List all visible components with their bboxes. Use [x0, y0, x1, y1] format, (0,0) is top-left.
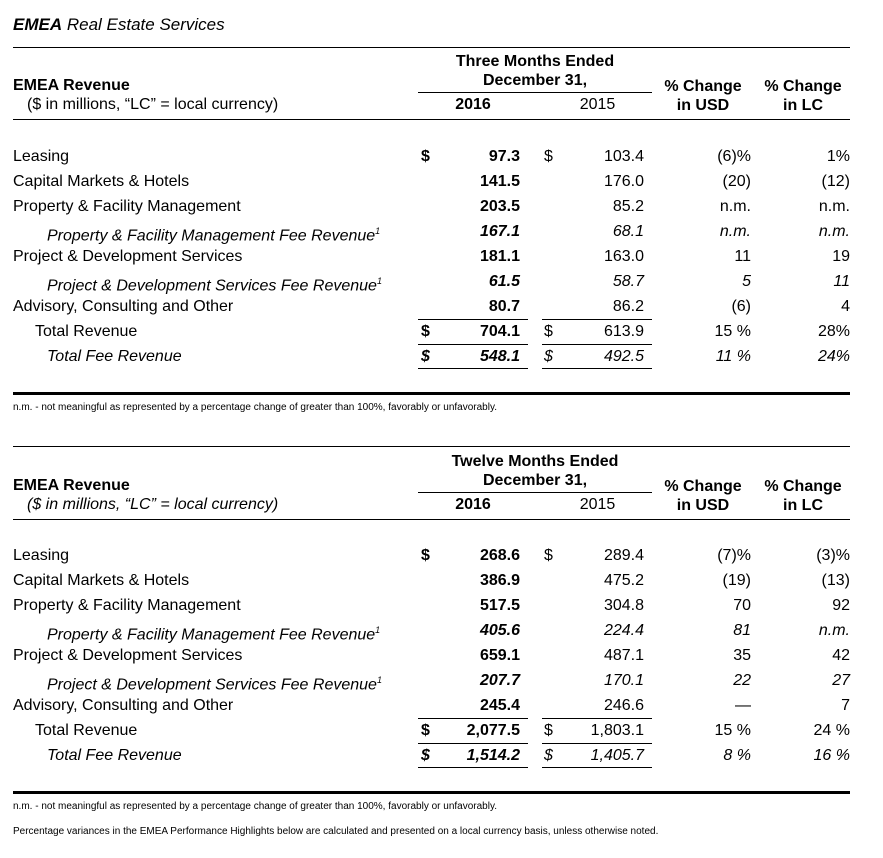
- value-current: 386.9: [479, 572, 520, 589]
- change-usd: n.m.: [719, 198, 751, 215]
- change-lc: 42: [832, 647, 850, 664]
- dollar-sign: $: [421, 547, 430, 564]
- value-prior: 58.7: [612, 273, 644, 290]
- change-lc: 27: [832, 672, 850, 689]
- value-prior: 224.4: [603, 622, 644, 639]
- dollar-sign: $: [421, 148, 430, 165]
- change-usd: 11 %: [715, 348, 751, 365]
- footnote-marker: 1: [375, 226, 381, 236]
- footnote-marker: 1: [376, 675, 382, 685]
- change-lc: 16 %: [813, 747, 850, 764]
- value-current: 167.1: [479, 223, 520, 240]
- table-bottom-rule: [13, 392, 850, 395]
- value-current: 517.5: [479, 597, 520, 614]
- change-usd-line-2: in USD: [676, 497, 730, 514]
- footnote-percentage-variances: Percentage variances in the EMEA Performance Highlights below are calculated and presented on a local currency basis, unless otherwise noted.: [13, 826, 659, 837]
- table-row: [13, 643, 850, 668]
- row-label-text: Property & Facility Management Fee Revenue: [47, 626, 376, 644]
- dollar-sign: $: [421, 323, 430, 340]
- table-top-rule: [13, 47, 850, 48]
- change-usd: n.m.: [719, 223, 751, 240]
- year-current-header: 2016: [455, 496, 491, 513]
- table-subtitle: ($ in millions, “LC” = local currency): [27, 496, 279, 513]
- row-label: Capital Markets & Hotels: [13, 572, 190, 589]
- row-label: Total Revenue: [35, 323, 138, 340]
- change-usd: 15 %: [714, 722, 751, 739]
- change-lc: n.m.: [818, 622, 850, 639]
- dollar-sign: $: [544, 323, 553, 340]
- table-row: [13, 144, 850, 169]
- value-current: 2,077.5: [466, 722, 520, 739]
- change-lc-header: [748, 77, 858, 115]
- change-lc: 92: [832, 597, 850, 614]
- table-row: [13, 269, 850, 294]
- change-usd-header: [648, 477, 758, 515]
- change-usd: 81: [733, 622, 751, 639]
- change-usd-header: [648, 77, 758, 115]
- change-usd: (20): [722, 173, 751, 190]
- value-prior: 176.0: [603, 173, 644, 190]
- value-prior: 170.1: [603, 672, 644, 689]
- table-row: [13, 543, 850, 568]
- table-row: [13, 169, 850, 194]
- value-current: 704.1: [479, 323, 520, 340]
- year-prior-header: 2015: [579, 96, 616, 113]
- change-usd-line-1: % Change: [664, 478, 742, 495]
- change-lc-line-2: in LC: [783, 97, 823, 114]
- dollar-sign: $: [544, 747, 553, 764]
- total-revenue-row: [13, 718, 850, 743]
- table-row: [13, 693, 850, 718]
- row-label: Capital Markets & Hotels: [13, 173, 190, 190]
- change-usd: 22: [733, 672, 751, 689]
- change-usd: (6)%: [717, 148, 751, 165]
- change-usd: (6): [731, 298, 751, 315]
- change-lc: n.m.: [818, 198, 850, 215]
- change-lc: 11: [833, 273, 850, 290]
- dollar-sign: $: [421, 747, 430, 764]
- value-current: 203.5: [479, 198, 520, 215]
- row-label: Leasing: [13, 547, 70, 564]
- row-label: Total Fee Revenue: [47, 747, 182, 764]
- change-usd: (7)%: [717, 547, 751, 564]
- change-lc: 24%: [817, 348, 850, 365]
- total-rule: [542, 767, 652, 768]
- value-prior: 1,405.7: [590, 747, 644, 764]
- value-current: 141.5: [479, 173, 520, 190]
- total-rule: [418, 368, 528, 369]
- value-current: 245.4: [479, 697, 520, 714]
- table-top-rule: [13, 446, 850, 447]
- value-prior: 304.8: [603, 597, 644, 614]
- period-line-1: Twelve Months Ended: [451, 453, 619, 470]
- row-label: Total Fee Revenue: [47, 348, 182, 365]
- value-current: 181.1: [479, 248, 520, 265]
- footnote-marker: 1: [375, 625, 381, 635]
- value-current: 268.6: [479, 547, 520, 564]
- document-title: [13, 15, 225, 35]
- change-lc: (12): [821, 173, 850, 190]
- footnote-nm: n.m. - not meaningful as represented by a percentage change of greater than 100%, favorably or unfavorably.: [13, 801, 497, 812]
- change-lc: (13): [821, 572, 850, 589]
- row-label-text: Project & Development Services Fee Revenue: [47, 676, 377, 694]
- total-revenue-row: [13, 319, 850, 344]
- row-label-text: Property & Facility Management Fee Revenue: [47, 227, 376, 245]
- row-label: Total Revenue: [35, 722, 138, 739]
- total-fee-revenue-row: [13, 743, 850, 768]
- change-usd: 5: [742, 273, 751, 290]
- change-usd: 11: [734, 248, 751, 265]
- value-current: 61.5: [488, 273, 520, 290]
- change-lc: 4: [841, 298, 850, 315]
- change-usd: —: [735, 697, 751, 714]
- document-title-bold: EMEA: [13, 15, 63, 34]
- change-lc: 24 %: [813, 722, 850, 739]
- change-lc: 19: [832, 248, 850, 265]
- change-lc-line-1: % Change: [764, 78, 842, 95]
- change-usd-line-1: % Change: [664, 78, 742, 95]
- table-row: [13, 244, 850, 269]
- value-current: 1,514.2: [466, 747, 520, 764]
- total-rule: [418, 767, 528, 768]
- period-line-2: December 31,: [482, 472, 588, 489]
- change-lc: 1%: [826, 148, 850, 165]
- year-prior-header: 2015: [579, 496, 616, 513]
- row-label: Leasing: [13, 148, 70, 165]
- change-usd: 70: [733, 597, 751, 614]
- row-label: Property & Facility Management: [13, 597, 241, 614]
- row-label: Advisory, Consulting and Other: [13, 697, 234, 714]
- value-prior: 613.9: [603, 323, 644, 340]
- dollar-sign: $: [421, 348, 430, 365]
- value-prior: 289.4: [603, 547, 644, 564]
- change-usd: 8 %: [723, 747, 751, 764]
- row-label-text: Project & Development Services Fee Revenue: [47, 277, 377, 295]
- change-usd-line-2: in USD: [676, 97, 730, 114]
- dollar-sign: $: [544, 547, 553, 564]
- year-current-header: 2016: [455, 96, 491, 113]
- value-prior: 246.6: [603, 697, 644, 714]
- value-current: 548.1: [479, 348, 520, 365]
- value-prior: 85.2: [612, 198, 644, 215]
- value-prior: 163.0: [603, 248, 644, 265]
- footnote-nm: n.m. - not meaningful as represented by a percentage change of greater than 100%, favorably or unfavorably.: [13, 402, 497, 413]
- value-current: 97.3: [488, 148, 520, 165]
- value-prior: 475.2: [603, 572, 644, 589]
- row-label: Property & Facility Management: [13, 198, 241, 215]
- change-lc-line-2: in LC: [783, 497, 823, 514]
- header-bottom-rule: [13, 119, 850, 120]
- dollar-sign: $: [544, 348, 553, 365]
- table-row: [13, 618, 850, 643]
- period-line-1: Three Months Ended: [455, 53, 615, 70]
- footnote-marker: 1: [376, 276, 382, 286]
- period-header: [418, 452, 652, 490]
- period-header: [418, 52, 652, 90]
- change-usd: 35: [733, 647, 751, 664]
- change-lc-header: [748, 477, 858, 515]
- value-prior: 487.1: [603, 647, 644, 664]
- table-row: [13, 194, 850, 219]
- change-lc: (3)%: [816, 547, 850, 564]
- change-usd: 15 %: [714, 323, 751, 340]
- row-label: Project & Development Services: [13, 248, 243, 265]
- value-prior: 492.5: [603, 348, 644, 365]
- value-prior: 86.2: [612, 298, 644, 315]
- table-bottom-rule: [13, 791, 850, 794]
- value-prior: 68.1: [612, 223, 644, 240]
- change-lc: 28%: [817, 323, 850, 340]
- dollar-sign: $: [544, 722, 553, 739]
- value-current: 405.6: [479, 622, 520, 639]
- row-label: Project & Development Services: [13, 647, 243, 664]
- value-current: 80.7: [488, 298, 520, 315]
- period-underline: [418, 92, 652, 93]
- change-lc-line-1: % Change: [764, 478, 842, 495]
- table-title: EMEA Revenue: [13, 77, 130, 94]
- dollar-sign: $: [421, 722, 430, 739]
- change-usd: (19): [722, 572, 751, 589]
- table-subtitle: ($ in millions, “LC” = local currency): [27, 96, 279, 113]
- row-label: Advisory, Consulting and Other: [13, 298, 234, 315]
- value-prior: 1,803.1: [590, 722, 644, 739]
- table-row: [13, 294, 850, 319]
- document-title-rest: Real Estate Services: [62, 15, 225, 34]
- value-prior: 103.4: [603, 148, 644, 165]
- value-current: 659.1: [479, 647, 520, 664]
- value-current: 207.7: [479, 672, 520, 689]
- period-line-2: December 31,: [482, 72, 588, 89]
- table-row: [13, 668, 850, 693]
- change-lc: n.m.: [818, 223, 850, 240]
- header-bottom-rule: [13, 519, 850, 520]
- table-row: [13, 593, 850, 618]
- total-rule: [542, 368, 652, 369]
- table-row: [13, 219, 850, 244]
- table-title: EMEA Revenue: [13, 477, 130, 494]
- dollar-sign: $: [544, 148, 553, 165]
- total-fee-revenue-row: [13, 344, 850, 369]
- table-row: [13, 568, 850, 593]
- change-lc: 7: [841, 697, 850, 714]
- period-underline: [418, 492, 652, 493]
